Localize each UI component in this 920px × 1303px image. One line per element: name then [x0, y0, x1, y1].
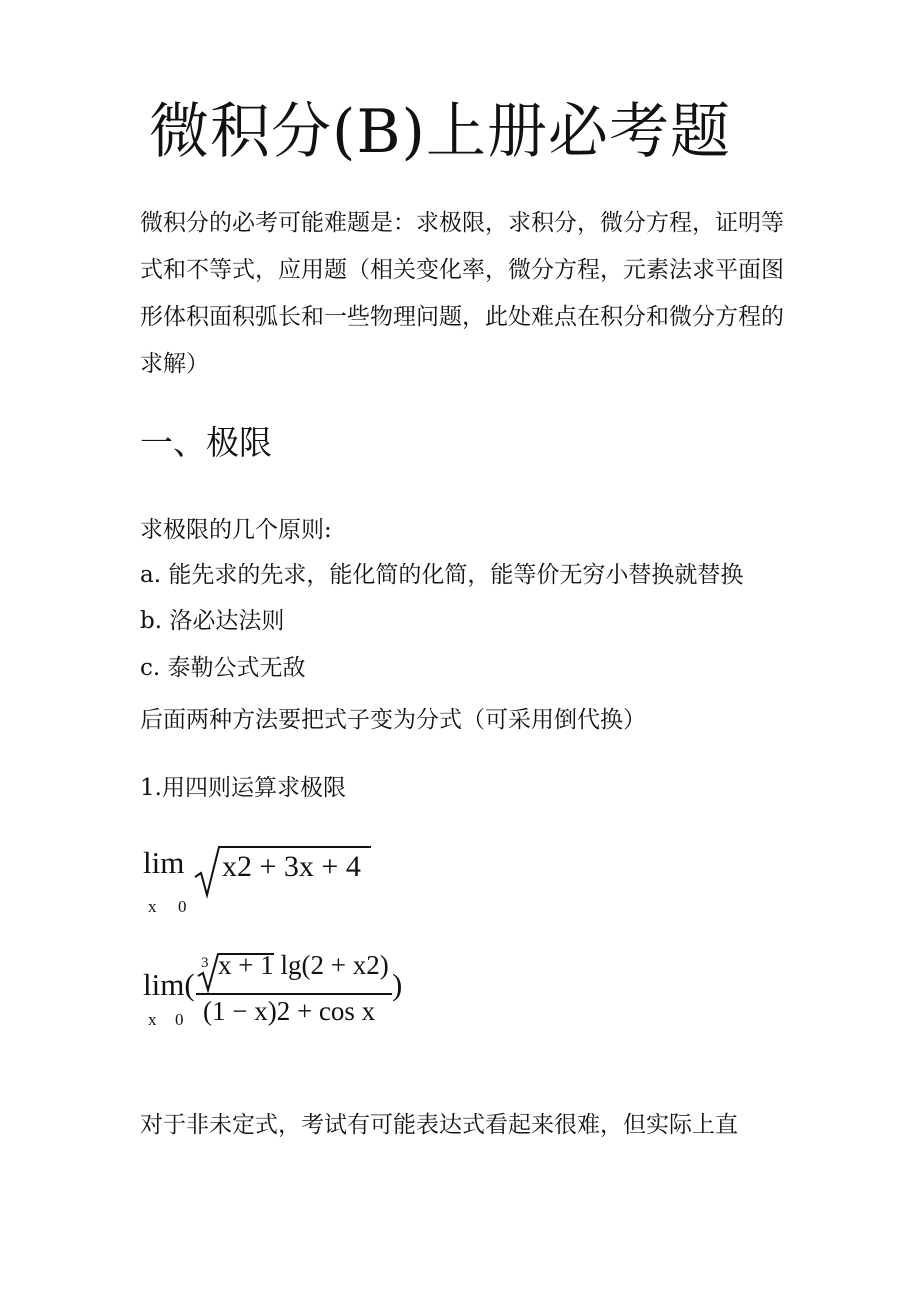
- intro-paragraph: 微积分的必考可能难题是：求极限，求积分，微分方程，证明等式和不等式，应用题（相关变化率，微分方程，元素法求平面图形体积面积弧长和一些物理问题，此处难点在积分和微分方程的求解）: [140, 210, 784, 377]
- fraction-bar: [196, 993, 392, 995]
- lim-subscript-target: 0: [175, 1010, 184, 1029]
- numerator: x + 1 lg(2 + x2): [218, 950, 389, 980]
- method-note: 后面两种方法要把式子变为分式（可采用倒代换）: [140, 707, 646, 733]
- tail-text: 对于非未定式，考试有可能表达式看起来很难，但实际上直: [140, 1112, 738, 1138]
- principle-item-a: a. 能先求的先求，能化简的化简，能等价无穷小替换就替换: [140, 562, 744, 588]
- lim-subscript-var: x: [148, 1010, 157, 1029]
- principles-title: 求极限的几个原则:: [140, 517, 332, 543]
- subsection-heading: 1.用四则运算求极限: [140, 775, 346, 801]
- lim-operator: lim(: [143, 967, 195, 1002]
- closing-paren: ): [392, 967, 403, 1002]
- denominator: (1 − x)2 + cos x: [203, 996, 376, 1026]
- lim-subscript-var: x: [148, 897, 157, 916]
- lim-subscript-target: 0: [178, 897, 187, 916]
- principle-item-c: c. 泰勒公式无敌: [140, 655, 306, 681]
- root-index: 3: [201, 955, 209, 971]
- principle-item-b: b. 洛必达法则: [140, 608, 285, 634]
- lim-operator: lim: [143, 845, 185, 880]
- radicand: x2 + 3x + 4: [222, 850, 361, 883]
- page-title: 微积分(B)上册必考题: [149, 97, 731, 167]
- section-heading: 一、极限: [140, 423, 272, 462]
